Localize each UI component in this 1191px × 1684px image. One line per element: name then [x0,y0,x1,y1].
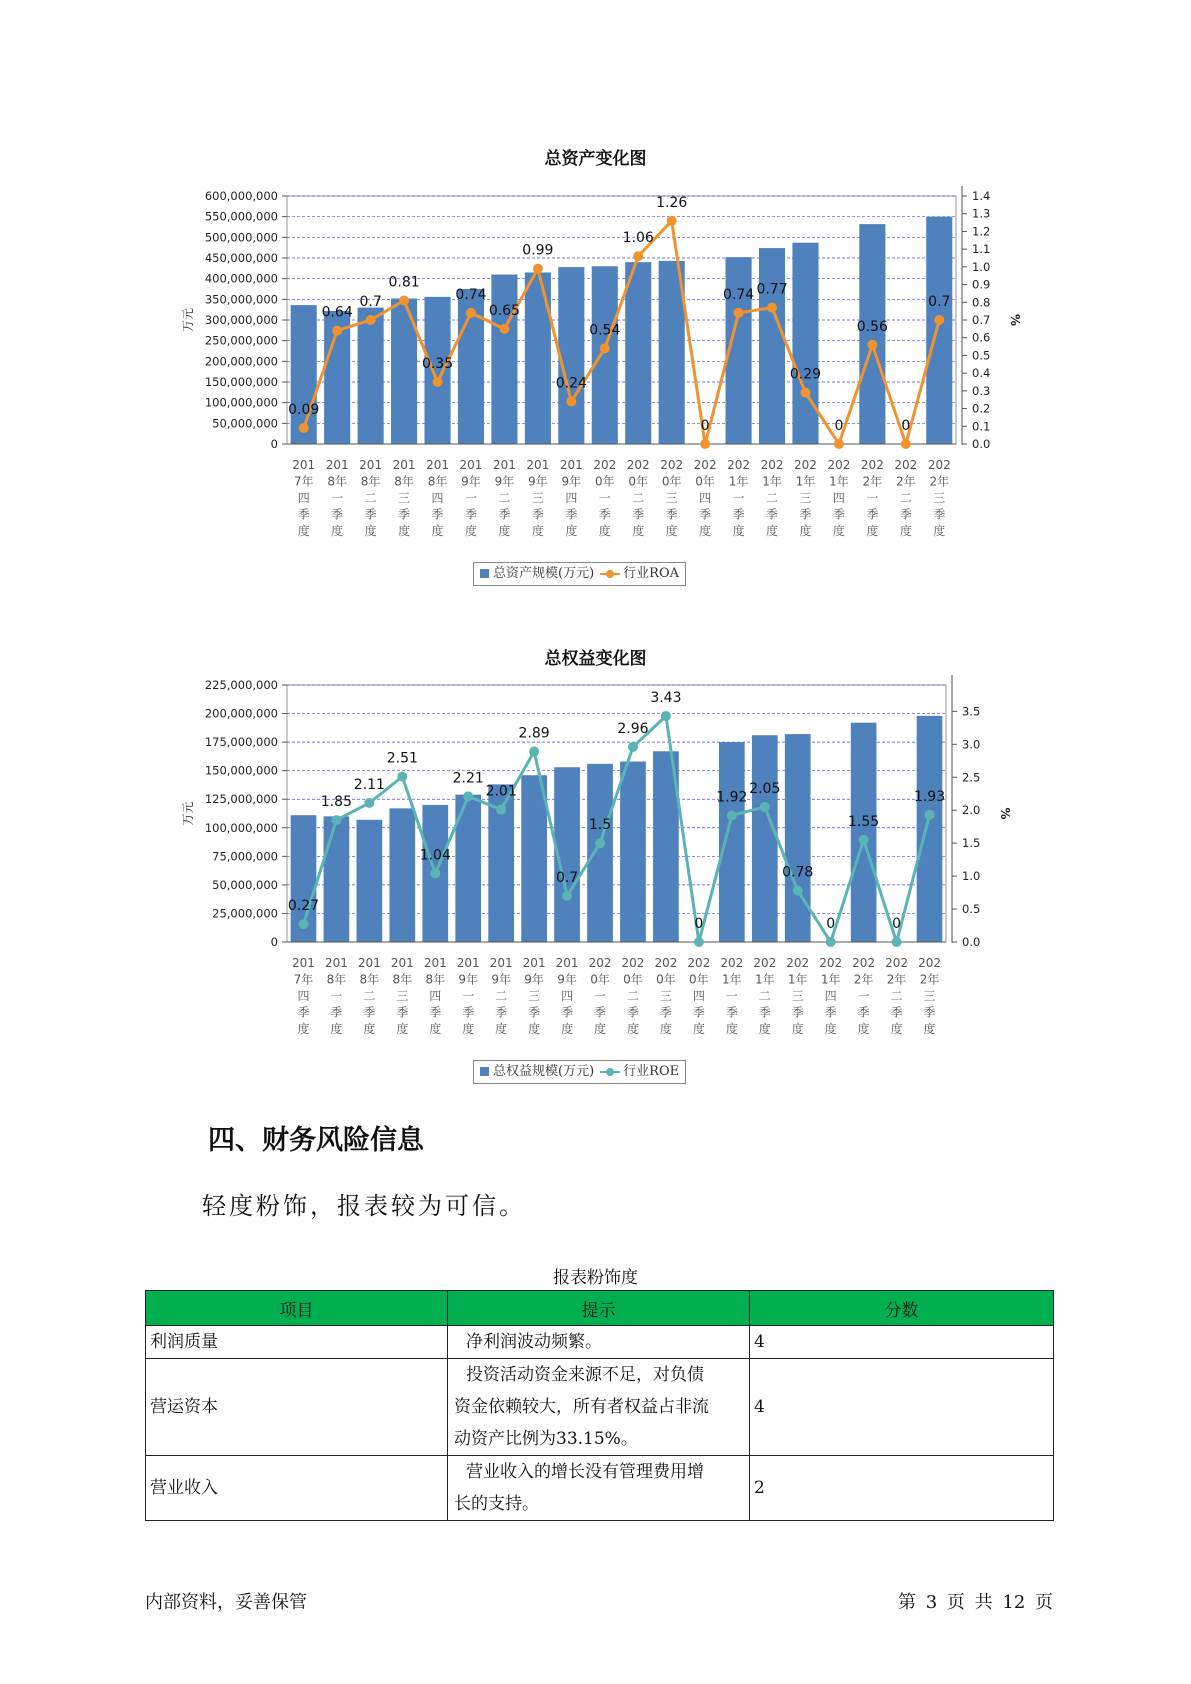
y-tick-label: 200,000,000 [204,354,278,369]
row-item: 利润质量 [146,1326,448,1359]
y-tick-label: 600,000,000 [204,189,278,203]
x-tick-label: 201 8年四季度 [426,458,449,538]
bar [851,723,877,942]
y-axis-title: 万元 [181,307,195,333]
data-label: 0.56 [856,318,888,335]
x-tick-label: 202 1年四季度 [819,956,843,1036]
asset-chart-legend [473,562,686,586]
line-point [734,308,744,318]
bar [357,820,383,942]
data-label: 0.65 [488,302,521,319]
data-label: 0 [901,418,911,434]
line-point [366,315,376,325]
row-item: 营运资本 [146,1359,448,1456]
y2-tick-label: 0.3 [972,383,991,398]
y2-tick-label: 2.0 [962,803,981,818]
data-label: 0.35 [421,356,454,372]
data-label: 0.77 [756,281,788,298]
line-point [600,343,610,353]
x-tick-label: 202 0年四季度 [693,458,717,538]
data-label: 0.54 [589,322,621,339]
bar [752,735,778,942]
line-point [859,835,869,845]
line-point [767,303,777,313]
x-tick-label: 202 2年三季度 [927,458,951,538]
line-point [397,772,407,782]
line-point [298,919,308,929]
data-label: 1.5 [588,817,612,834]
bar [620,762,646,942]
x-tick-label: 202 1年二季度 [753,956,777,1036]
y-tick-label: 300,000,000 [204,313,278,327]
bar [558,267,584,444]
x-tick-label: 202 0年三季度 [654,956,678,1036]
data-label: 2.01 [485,783,517,800]
x-tick-label: 202 2年三季度 [918,956,941,1036]
data-label: 0.7 [555,869,579,886]
table-row [146,1456,1054,1521]
header-item: 项目 [146,1291,448,1326]
hint-line: 营业收入的增长没有管理费用增 [466,1462,704,1482]
bar [625,262,651,444]
y2-tick-label: 0.9 [972,277,991,292]
y-tick-label: 100,000,000 [204,395,278,410]
y-tick-label: 500,000,000 [204,230,278,245]
line-point [834,439,844,449]
line-point [566,396,576,406]
line-point [867,340,877,350]
y-tick-label: 450,000,000 [204,251,278,265]
footer-page-number: 第 3 页 共 12 页 [898,1592,1053,1613]
line-point [499,324,509,334]
y2-tick-label: 0.4 [972,366,991,381]
y2-tick-label: 0.7 [972,313,991,327]
line-point [399,296,409,306]
line-point [332,326,342,336]
x-tick-label: 202 0年四季度 [687,956,711,1036]
y-tick-label: 150,000,000 [204,763,278,778]
line-point [661,711,671,721]
y2-tick-label: 3.5 [962,704,981,719]
footer-confidential: 内部资料，妥善保管 [145,1592,307,1613]
line-point [925,810,935,820]
x-tick-label: 201 9年一季度 [456,956,480,1036]
x-tick-label: 201 9年三季度 [526,458,550,538]
data-label: 0 [892,916,902,932]
data-label: 2.11 [353,776,385,793]
data-label: 0.7 [359,294,382,310]
x-tick-label: 202 2年二季度 [894,458,918,538]
line-point [533,264,543,274]
y2-tick-label: 0.1 [972,419,991,434]
data-label: 0.78 [782,864,814,881]
equity-chart-legend [473,1060,686,1084]
y-tick-label: 175,000,000 [204,735,278,750]
hint-line: 投资活动资金来源不足，对负债 [466,1365,704,1385]
x-tick-label: 201 8年一季度 [324,956,348,1036]
row-hint [448,1326,750,1359]
y-tick-label: 100,000,000 [204,820,278,835]
y2-tick-label: 2.5 [962,770,981,785]
line-point [934,315,944,325]
header-hint: 提示 [448,1291,750,1326]
y2-axis-title: % [1008,313,1022,327]
bar [792,243,818,444]
x-tick-label: 202 1年三季度 [794,458,817,538]
x-tick-label: 201 8年一季度 [325,458,349,538]
data-label: 0.99 [522,242,554,259]
y2-tick-label: 1.0 [962,869,981,884]
line-point [299,423,309,433]
data-label: 0.64 [321,304,353,321]
y-tick-label: 550,000,000 [204,209,278,224]
line-legend-swatch [600,1066,620,1078]
data-label: 1.92 [716,789,748,806]
bar [785,734,811,942]
bar [719,742,745,942]
bar-legend-swatch [480,569,489,578]
data-label: 0 [834,418,844,434]
bar-legend-label: 总资产规模(万元) [493,566,595,581]
x-tick-label: 202 0年一季度 [593,458,617,538]
y2-tick-label: 1.0 [972,259,991,274]
table-header-row [146,1291,1054,1326]
bar [358,308,384,444]
line-point [694,937,704,947]
bar [759,248,785,444]
y-axis-title: 万元 [181,801,195,826]
data-label: 1.04 [419,847,451,864]
x-tick-label: 201 8年二季度 [357,956,381,1036]
data-label: 0.09 [288,402,320,419]
bar [592,266,618,444]
line-point [628,742,638,752]
line-point [667,216,677,226]
y2-tick-label: 1.5 [962,836,981,851]
line-point [466,308,476,318]
x-tick-label: 202 1年三季度 [786,956,810,1036]
x-tick-label: 202 0年三季度 [660,458,684,538]
bar [926,217,952,444]
x-tick-label: 202 2年一季度 [860,458,884,538]
y-tick-label: 350,000,000 [204,292,278,307]
x-tick-label: 202 1年四季度 [827,458,851,538]
y-tick-label: 225,000,000 [204,678,278,692]
y2-axis-title: % [998,807,1012,820]
x-tick-label: 201 9年三季度 [522,956,546,1036]
data-label: 0 [700,418,710,434]
bar [521,775,547,942]
row-score: 4 [750,1326,1054,1359]
bar [324,816,350,942]
line-point [463,791,473,801]
y-tick-label: 50,000,000 [212,877,278,892]
line-point [562,891,572,901]
line-point [496,805,506,815]
bar [491,275,517,444]
x-tick-label: 202 0年一季度 [588,956,612,1036]
y-tick-label: 250,000,000 [204,333,278,348]
hint-line: 净利润波动频繁。 [466,1332,602,1352]
line-point [727,810,737,820]
x-tick-label: 201 7年四季度 [292,458,316,538]
risk-summary: 轻度粉饰，报表较为可信。 [202,1192,526,1220]
bar-legend-label: 总权益规模(万元) [493,1064,595,1079]
bar-legend-swatch [480,1067,489,1076]
total-asset-chart [0,170,1191,560]
y2-tick-label: 1.4 [972,189,991,203]
row-item: 营业收入 [146,1456,448,1521]
data-label: 0.74 [455,286,487,303]
line-point [430,868,440,878]
data-label: 2.96 [617,720,649,737]
row-score: 4 [750,1359,1054,1456]
y-tick-label: 50,000,000 [212,416,278,431]
y2-tick-label: 0.0 [972,437,991,451]
x-tick-label: 201 9年二季度 [492,458,516,538]
x-tick-label: 201 7年四季度 [292,956,315,1036]
y2-tick-label: 0.5 [972,348,991,363]
y2-tick-label: 1.2 [972,224,991,239]
line-point [595,838,605,848]
data-label: 1.06 [622,230,654,247]
data-label: 0.7 [928,294,951,310]
data-label: 2.51 [386,750,418,767]
data-label: 0.74 [722,286,755,303]
x-tick-label: 201 8年四季度 [423,956,447,1036]
data-label: 0.27 [287,898,320,915]
asset-chart-title: 总资产变化图 [544,149,647,169]
x-tick-label: 201 9年四季度 [559,458,583,538]
equity-chart-title: 总权益变化图 [544,649,647,669]
x-tick-label: 201 8年三季度 [392,458,416,538]
header-score: 分数 [750,1291,1054,1326]
data-label: 0.81 [388,274,420,291]
y-tick-label: 400,000,000 [204,271,278,286]
y2-tick-label: 3.0 [962,737,981,752]
y-tick-label: 75,000,000 [212,849,278,864]
x-tick-label: 202 0年二季度 [621,956,645,1036]
data-label: 2.89 [518,725,550,742]
line-point [529,747,539,757]
y-tick-label: 0 [270,437,278,451]
line-point [633,251,643,261]
bar [525,272,551,444]
x-tick-label: 201 9年二季度 [489,956,513,1036]
y-tick-label: 0 [270,935,278,949]
y2-tick-label: 1.1 [972,242,991,257]
line-point [793,886,803,896]
hint-line: 长的支持。 [454,1494,539,1514]
risk-table [145,1290,1054,1521]
hint-line: 动资产比例为33.15%。 [454,1429,638,1449]
x-tick-label: 201 8年二季度 [359,458,383,538]
y2-tick-label: 0.2 [972,401,991,416]
y2-tick-label: 0.0 [962,935,981,949]
x-tick-label: 202 1年一季度 [720,956,744,1036]
data-label: 1.85 [320,794,353,811]
x-tick-label: 202 0年二季度 [626,458,650,538]
data-label: 1.93 [913,788,946,805]
line-legend-swatch [600,568,620,580]
hint-line: 资金依赖较大，所有者权益占非流 [454,1397,709,1417]
y2-tick-label: 0.5 [962,902,981,917]
x-tick-label: 201 9年四季度 [555,956,579,1036]
x-tick-label: 202 1年二季度 [760,458,784,538]
data-label: 2.21 [452,770,484,787]
y2-tick-label: 0.8 [972,295,991,310]
data-label: 1.55 [848,813,880,830]
line-point [892,937,902,947]
line-point [433,377,443,387]
total-equity-chart [0,670,1191,1060]
row-hint [448,1359,750,1456]
data-label: 0 [694,916,704,932]
table-row [146,1359,1054,1456]
line-point [760,802,770,812]
data-label: 0.29 [789,366,822,383]
x-tick-label: 201 9年一季度 [459,458,483,538]
line-legend-label: 行业ROA [623,566,679,581]
data-label: 1.26 [656,194,688,211]
line-point [901,439,911,449]
x-tick-label: 201 8年三季度 [390,956,414,1036]
line-point [800,388,810,398]
y-tick-label: 200,000,000 [204,706,278,721]
y2-tick-label: 0.6 [972,330,991,345]
x-tick-label: 202 2年一季度 [852,956,876,1036]
line-point [826,937,836,947]
data-label: 0 [826,916,836,932]
table-caption: 报表粉饰度 [553,1268,638,1288]
bar [917,716,943,942]
line-legend-label: 行业ROE [623,1064,680,1079]
y2-tick-label: 1.3 [972,206,991,221]
table-row [146,1326,1054,1359]
x-tick-label: 202 2年二季度 [885,956,909,1036]
data-label: 0.24 [555,375,587,392]
section-heading: 四、财务风险信息 [208,1125,424,1156]
line-point [364,798,374,808]
y-tick-label: 25,000,000 [212,906,278,921]
line-point [700,439,710,449]
bar [587,764,613,942]
data-label: 2.05 [749,780,781,797]
row-score: 2 [750,1456,1054,1521]
y-tick-label: 125,000,000 [204,792,278,807]
x-tick-label: 202 1年一季度 [727,458,751,538]
bar [389,808,415,942]
row-hint [448,1456,750,1521]
y-tick-label: 150,000,000 [204,375,278,389]
data-label: 3.43 [650,689,682,706]
line-point [331,815,341,825]
